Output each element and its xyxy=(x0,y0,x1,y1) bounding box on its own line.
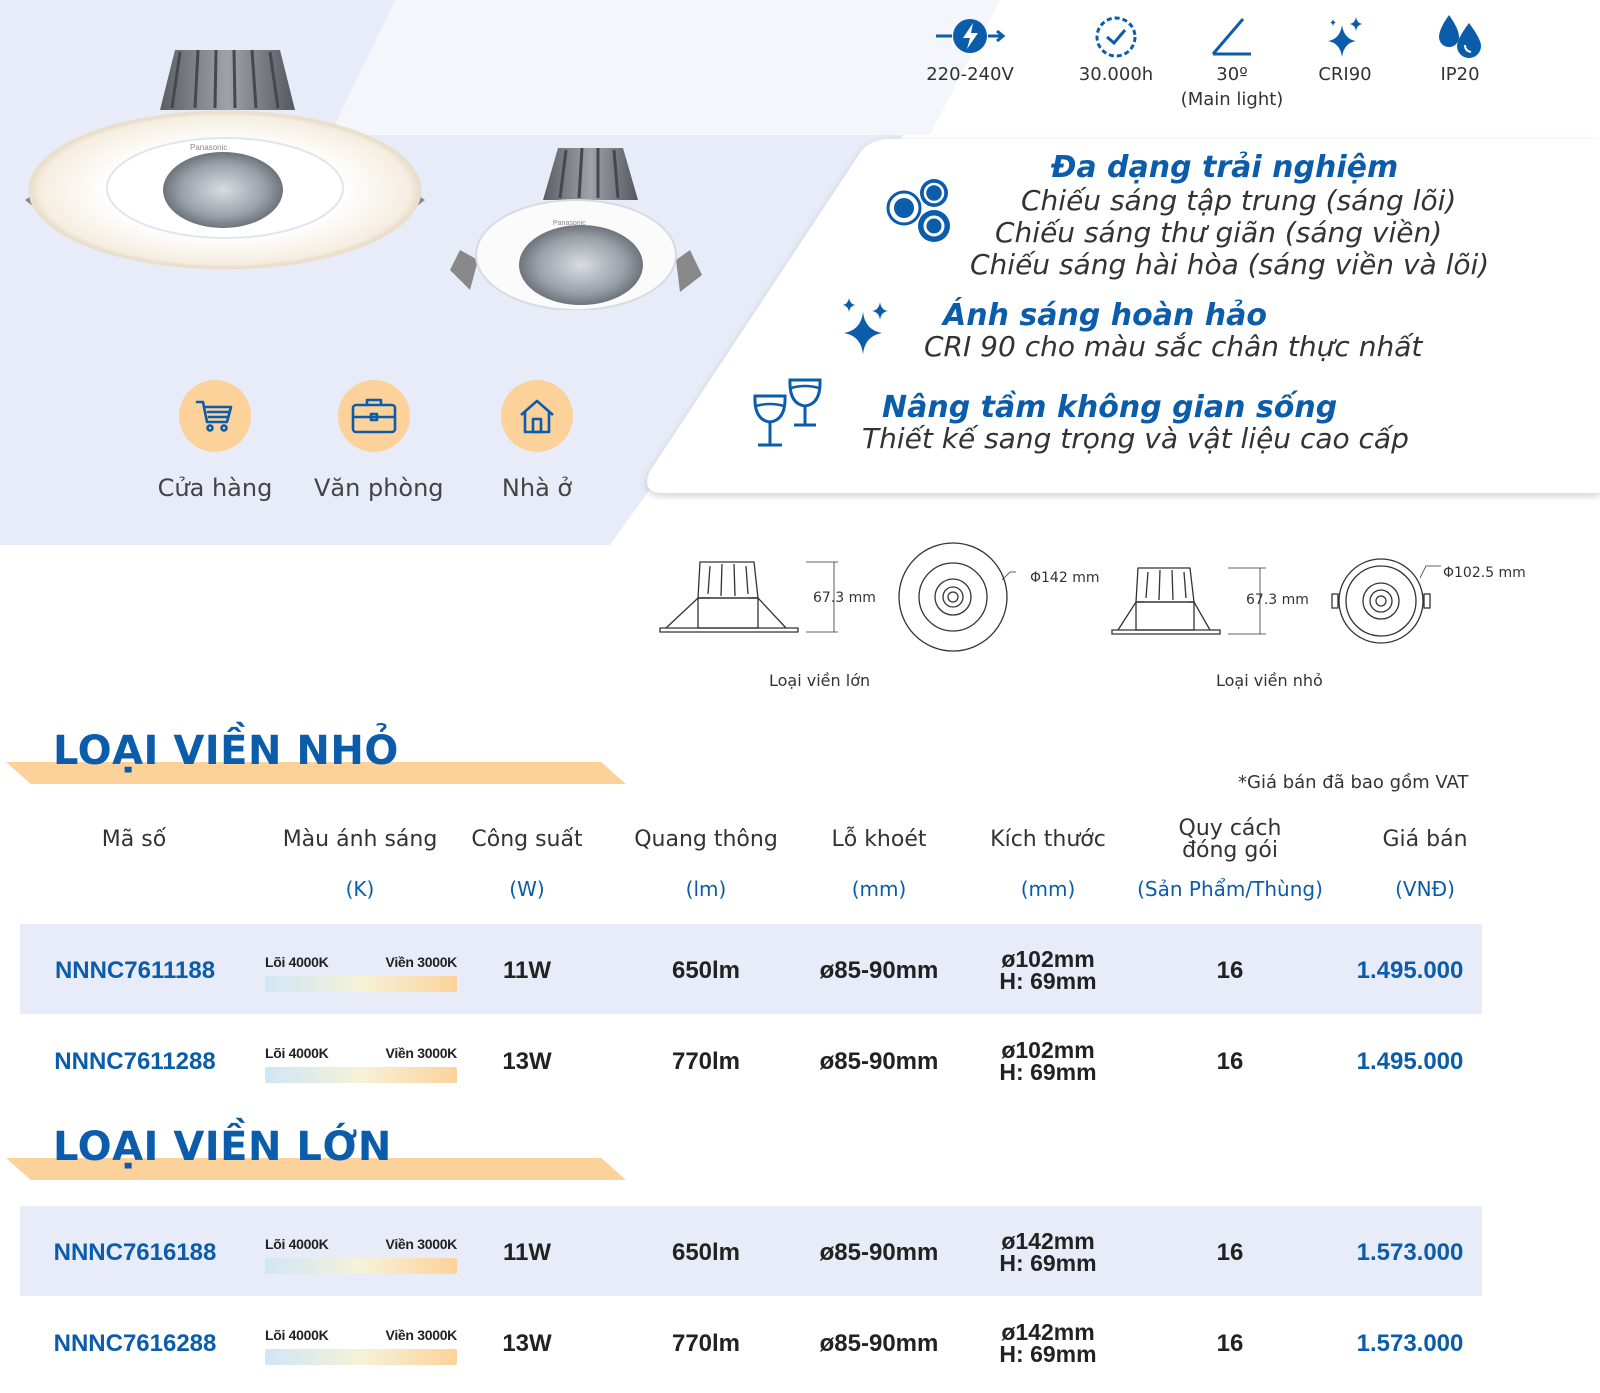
spec-text: 220-240V xyxy=(926,64,1014,85)
small-rim-top-drawing xyxy=(1326,556,1446,646)
header-power-unit: (W) xyxy=(509,877,545,901)
product-code: NNNC7616188 xyxy=(53,1239,217,1266)
size-height: H: 69mm xyxy=(999,1341,1097,1367)
rim-temp-label: Viền 3000K xyxy=(385,1327,457,1343)
feature-line: CRI 90 cho màu sắc chân thực nhất xyxy=(924,330,1423,363)
lumen: 650lm xyxy=(671,1239,741,1266)
header-pack-line2: đóng gói xyxy=(1182,838,1278,863)
table-row xyxy=(20,924,1482,1014)
size-diameter: ø142mm xyxy=(1001,1228,1095,1254)
power-voltage-icon xyxy=(915,10,1025,62)
dimension-caption: Loại viền lớn xyxy=(769,671,871,690)
usage-store xyxy=(155,380,275,502)
section-title-large-rim: LOẠI VIỀN LỚN xyxy=(53,1124,392,1170)
usage-label: Nhà ở xyxy=(501,474,573,502)
section-title-small-rim: LOẠI VIỀN NHỎ xyxy=(53,728,399,774)
size-diameter: ø142mm xyxy=(1001,1319,1095,1345)
header-code: Mã số xyxy=(101,827,167,852)
clock-hours-icon xyxy=(1061,10,1171,62)
feature-line: Thiết kế sang trọng và vật liệu cao cấp xyxy=(862,422,1409,455)
lumen: 650lm xyxy=(671,957,741,984)
feature-title: Nâng tầm không gian sống xyxy=(882,390,1338,425)
pack-qty: 16 xyxy=(1216,1048,1244,1075)
color-gradient-bar xyxy=(265,976,457,992)
rim-temp-label: Viền 3000K xyxy=(385,954,457,970)
core-temp-label: Lõi 4000K xyxy=(265,954,329,970)
size-diameter: ø102mm xyxy=(1001,1037,1095,1063)
feature-title: Đa dạng trải nghiệm xyxy=(1051,150,1399,185)
spec-text: 30.000h xyxy=(1078,64,1154,85)
cutout: ø85-90mm xyxy=(819,957,939,984)
header-pack-unit: (Sản Phẩm/Thùng) xyxy=(1137,877,1323,901)
large-rim-top-drawing xyxy=(896,540,1016,655)
product-code: NNNC7611288 xyxy=(54,1048,216,1075)
usage-home xyxy=(477,380,597,502)
size-height: H: 69mm xyxy=(999,1059,1097,1085)
sparkle-cri-icon xyxy=(1290,10,1400,62)
shopping-cart-icon xyxy=(179,380,251,452)
header-price: Giá bán xyxy=(1382,827,1468,852)
color-temperature xyxy=(265,1236,457,1274)
cutout: ø85-90mm xyxy=(819,1239,939,1266)
color-temperature xyxy=(265,1327,457,1365)
pack-qty: 16 xyxy=(1216,957,1244,984)
header-color-unit: (K) xyxy=(345,877,375,901)
usage-label: Văn phòng xyxy=(314,474,444,502)
dimension-caption: Loại viền nhỏ xyxy=(1216,671,1323,690)
spec-ip xyxy=(1405,10,1515,87)
table-row xyxy=(20,1015,1482,1105)
power: 13W xyxy=(502,1330,552,1357)
color-gradient-bar xyxy=(265,1349,457,1365)
header-pack: Quy cách xyxy=(1178,816,1282,841)
dimension-diameter: Φ142 mm xyxy=(1030,570,1100,586)
spec-voltage xyxy=(915,10,1025,87)
header-cutout: Lỗ khoét xyxy=(831,827,927,852)
size-diameter: ø102mm xyxy=(1001,946,1095,972)
cutout: ø85-90mm xyxy=(819,1048,939,1075)
color-temperature xyxy=(265,954,457,992)
rim-temp-label: Viền 3000K xyxy=(385,1045,457,1061)
spec-text: 30º xyxy=(1216,64,1248,85)
core-temp-label: Lõi 4000K xyxy=(265,1236,329,1252)
pack-qty: 16 xyxy=(1216,1330,1244,1357)
feature-line: Chiếu sáng thư giãn (sáng viền) xyxy=(995,216,1443,249)
dimension-diameter: Φ102.5 mm xyxy=(1443,565,1526,581)
usage-label: Cửa hàng xyxy=(157,474,273,502)
sparkles-icon xyxy=(838,296,894,354)
large-rim-downlight-image xyxy=(20,40,430,280)
power: 11W xyxy=(502,957,552,984)
core-temp-label: Lõi 4000K xyxy=(265,1327,329,1343)
lumen: 770lm xyxy=(671,1330,741,1357)
size-height: H: 69mm xyxy=(999,1250,1097,1276)
header-size-unit: (mm) xyxy=(1020,877,1076,901)
spec-lifetime xyxy=(1061,10,1171,87)
price: 1.573.000 xyxy=(1356,1239,1464,1266)
header-lumen-unit: (lm) xyxy=(685,877,727,901)
table-row xyxy=(20,1297,1482,1387)
water-drops-icon xyxy=(1405,10,1515,62)
power: 13W xyxy=(502,1048,552,1075)
header-color: Màu ánh sáng xyxy=(282,827,438,852)
beam-angle-icon xyxy=(1177,10,1287,62)
spec-cri xyxy=(1290,10,1400,87)
spec-text: IP20 xyxy=(1440,64,1480,85)
small-rim-downlight-image xyxy=(448,140,708,310)
color-gradient-bar xyxy=(265,1258,457,1274)
pack-qty: 16 xyxy=(1216,1239,1244,1266)
price: 1.573.000 xyxy=(1356,1330,1464,1357)
size-height: H: 69mm xyxy=(999,968,1097,994)
price: 1.495.000 xyxy=(1356,957,1464,984)
color-gradient-bar xyxy=(265,1067,457,1083)
spec-text: CRI90 xyxy=(1318,64,1372,85)
spec-subtext: (Main light) xyxy=(1180,89,1284,110)
core-temp-label: Lõi 4000K xyxy=(265,1045,329,1061)
feature-line: Chiếu sáng hài hòa (sáng viền và lõi) xyxy=(970,248,1490,281)
house-icon xyxy=(501,380,573,452)
circles-icon xyxy=(884,178,958,248)
header-lumen: Quang thông xyxy=(634,827,778,852)
lumen: 770lm xyxy=(671,1048,741,1075)
header-power: Công suất xyxy=(471,827,583,852)
table-row xyxy=(20,1206,1482,1296)
dimension-height: 67.3 mm xyxy=(813,590,876,606)
price: 1.495.000 xyxy=(1356,1048,1464,1075)
header-cutout-unit: (mm) xyxy=(851,877,907,901)
spec-beam-angle xyxy=(1177,10,1287,112)
svg-text:Panasonic: Panasonic xyxy=(190,143,228,152)
svg-text:Panasonic: Panasonic xyxy=(553,220,586,227)
feature-line: Chiếu sáng tập trung (sáng lõi) xyxy=(1021,184,1457,217)
briefcase-icon xyxy=(338,380,410,452)
wine-glasses-icon xyxy=(750,376,824,456)
color-temperature xyxy=(265,1045,457,1083)
dimension-height: 67.3 mm xyxy=(1246,592,1309,608)
cutout: ø85-90mm xyxy=(819,1330,939,1357)
product-code: NNNC7616288 xyxy=(53,1330,217,1357)
product-code: NNNC7611188 xyxy=(54,957,216,984)
power: 11W xyxy=(502,1239,552,1266)
usage-office xyxy=(314,380,444,502)
rim-temp-label: Viền 3000K xyxy=(385,1236,457,1252)
header-price-unit: (VNĐ) xyxy=(1395,877,1455,901)
feature-title: Ánh sáng hoàn hảo xyxy=(943,298,1267,333)
vat-note: *Giá bán đã bao gồm VAT xyxy=(1238,772,1469,793)
header-size: Kích thước xyxy=(990,827,1106,852)
